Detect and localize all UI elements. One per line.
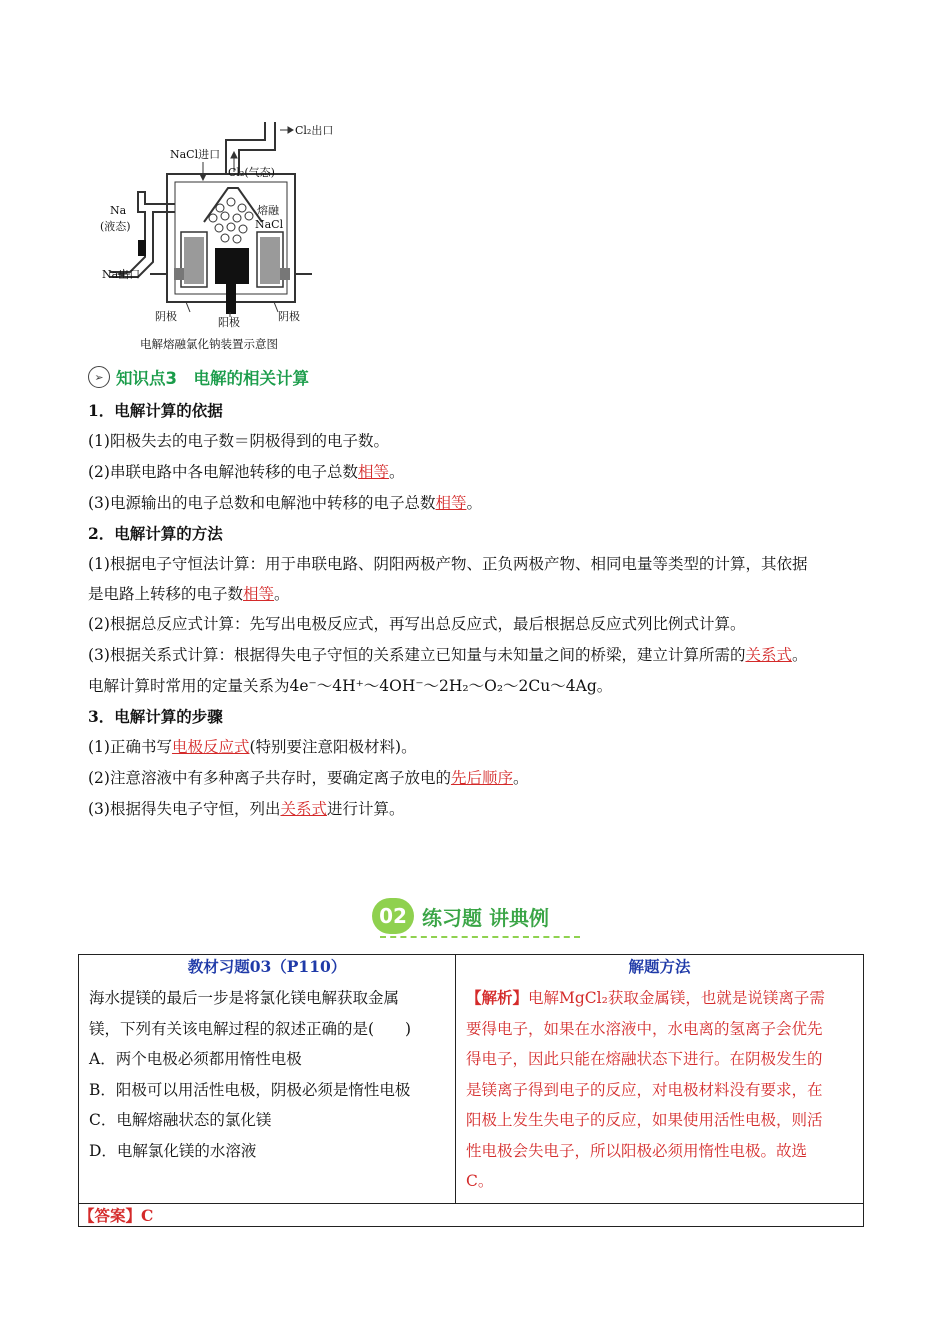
cl2-gas-label: Cl₂(气态) <box>228 166 275 179</box>
section-1-line-3: (3)电源输出的电子总数和电解池中转移的电子总数相等。 <box>88 494 482 512</box>
section-3-line-1: (1)正确书写电极反应式(特别要注意阳极材料)。 <box>88 738 417 756</box>
section-number-badge: 02 <box>372 898 414 934</box>
exercise-table <box>78 954 864 1227</box>
answer-value: C <box>141 1205 154 1225</box>
question-line-1: 海水提镁的最后一步是将氯化镁电解获取金属 <box>89 989 400 1007</box>
analysis-line-5: 阳极上发生失电子的反应，如果使用活性电极，则活 <box>466 1111 823 1129</box>
knowledge-point-title: 知识点3 电解的相关计算 <box>116 369 309 388</box>
nacl-inlet-label: NaCl进口 <box>170 148 221 161</box>
cathode-right-label: 阴极 <box>278 310 300 323</box>
na-liquid-state-label: (液态) <box>100 220 131 233</box>
electrolysis-apparatus-diagram <box>100 112 350 352</box>
analysis-line-2: 要得电子，如果在水溶液中，水电离的氢离子会优先 <box>466 1019 823 1038</box>
na-outlet-label: Na出口 <box>102 268 141 281</box>
section-3-title: 3．电解计算的步骤 <box>88 707 223 726</box>
option-d: D．电解氯化镁的水溶液 <box>89 1141 257 1160</box>
molten-nacl-label: NaCl <box>255 218 284 231</box>
arrow-circle-icon: ➢ <box>88 366 110 388</box>
analysis-block <box>456 979 863 1203</box>
answer-blank: 电极反应式 <box>171 738 250 756</box>
answer-row <box>79 1203 864 1226</box>
section-1-title: 1．电解计算的依据 <box>88 401 223 420</box>
section-1-line-1: (1)阳极失去的电子数＝阴极得到的电子数。 <box>88 432 389 450</box>
question-line-2: 镁，下列有关该电解过程的叙述正确的是( ) <box>89 1019 412 1038</box>
option-c: C．电解熔融状态的氯化镁 <box>89 1111 272 1129</box>
analysis-line-1: 电解MgCl₂获取金属镁，也就是说镁离子需 <box>528 989 825 1007</box>
knowledge-point-header <box>88 364 309 390</box>
analysis-tag: 【解析】 <box>466 988 529 1007</box>
cathode-right-shape <box>260 237 280 284</box>
answer-blank: 相等 <box>357 463 389 481</box>
section-2-line-5: 电解计算时常用的定量关系为4e⁻～4H⁺～4OH⁻～2H₂～O₂～2Cu～4Ag。 <box>88 677 613 695</box>
analysis-line-3: 得电子，因此只能在熔融状态下进行。在阴极发生的 <box>466 1050 823 1068</box>
answer-tag: 【答案】 <box>79 1205 142 1225</box>
anode-shape <box>215 248 249 284</box>
section-header <box>372 898 549 934</box>
option-b: B．阳极可以用活性电极，阴极必须是惰性电极 <box>89 1080 411 1099</box>
anode-label: 阳极 <box>218 316 240 329</box>
answer-blank: 关系式 <box>280 800 327 818</box>
answer-blank: 相等 <box>243 585 275 603</box>
analysis-line-7: C。 <box>466 1172 494 1190</box>
section-2-line-1: (1)根据电子守恒法计算：用于串联电路、阴阳两极产物、正负两极产物、相同电量等类型的计算，其依据 <box>88 555 808 573</box>
na-liquid-label: Na <box>110 204 127 217</box>
answer-blank: 相等 <box>435 494 467 512</box>
cathode-left-shape <box>184 237 204 284</box>
exercise-left-header: 教材习题03（P110） <box>187 957 347 976</box>
exercise-right-header: 解题方法 <box>628 957 691 976</box>
cathode-left-label: 阴极 <box>155 310 177 323</box>
section-2-line-3: (2)根据总反应式计算：先写出电极反应式，再写出总反应式，最后根据总反应式列比例式计算。 <box>88 615 746 633</box>
option-a: A．两个电极必须都用惰性电极 <box>89 1050 302 1068</box>
diagram-caption: 电解熔融氯化钠装置示意图 <box>140 337 278 351</box>
section-header-divider <box>380 936 580 938</box>
section-3-line-3: (3)根据得失电子守恒，列出关系式进行计算。 <box>88 800 405 818</box>
molten-label: 熔融 <box>257 204 279 217</box>
section-header-title: 练习题 讲典例 <box>422 905 549 930</box>
answer-blank: 关系式 <box>745 646 792 664</box>
answer-blank: 先后顺序 <box>450 769 513 787</box>
analysis-line-6: 性电极会失电子，所以阳极必须用惰性电极。故选 <box>466 1141 808 1160</box>
section-1-line-2: (2)串联电路中各电解池转移的电子总数相等。 <box>88 463 405 481</box>
section-2-title: 2．电解计算的方法 <box>88 524 223 543</box>
question-block <box>79 979 455 1172</box>
cl2-outlet-label: Cl₂出口 <box>295 124 334 137</box>
section-2-line-4: (3)根据关系式计算：根据得失电子守恒的关系建立已知量与未知量之间的桥梁，建立计算所需的关系式。 <box>88 646 808 664</box>
section-2-line-2: 是电路上转移的电子数相等。 <box>88 585 290 603</box>
analysis-line-4: 是镁离子得到电子的反应，对电极材料没有要求，在 <box>466 1080 823 1099</box>
section-3-line-2: (2)注意溶液中有多种离子共存时，要确定离子放电的先后顺序。 <box>88 769 529 787</box>
